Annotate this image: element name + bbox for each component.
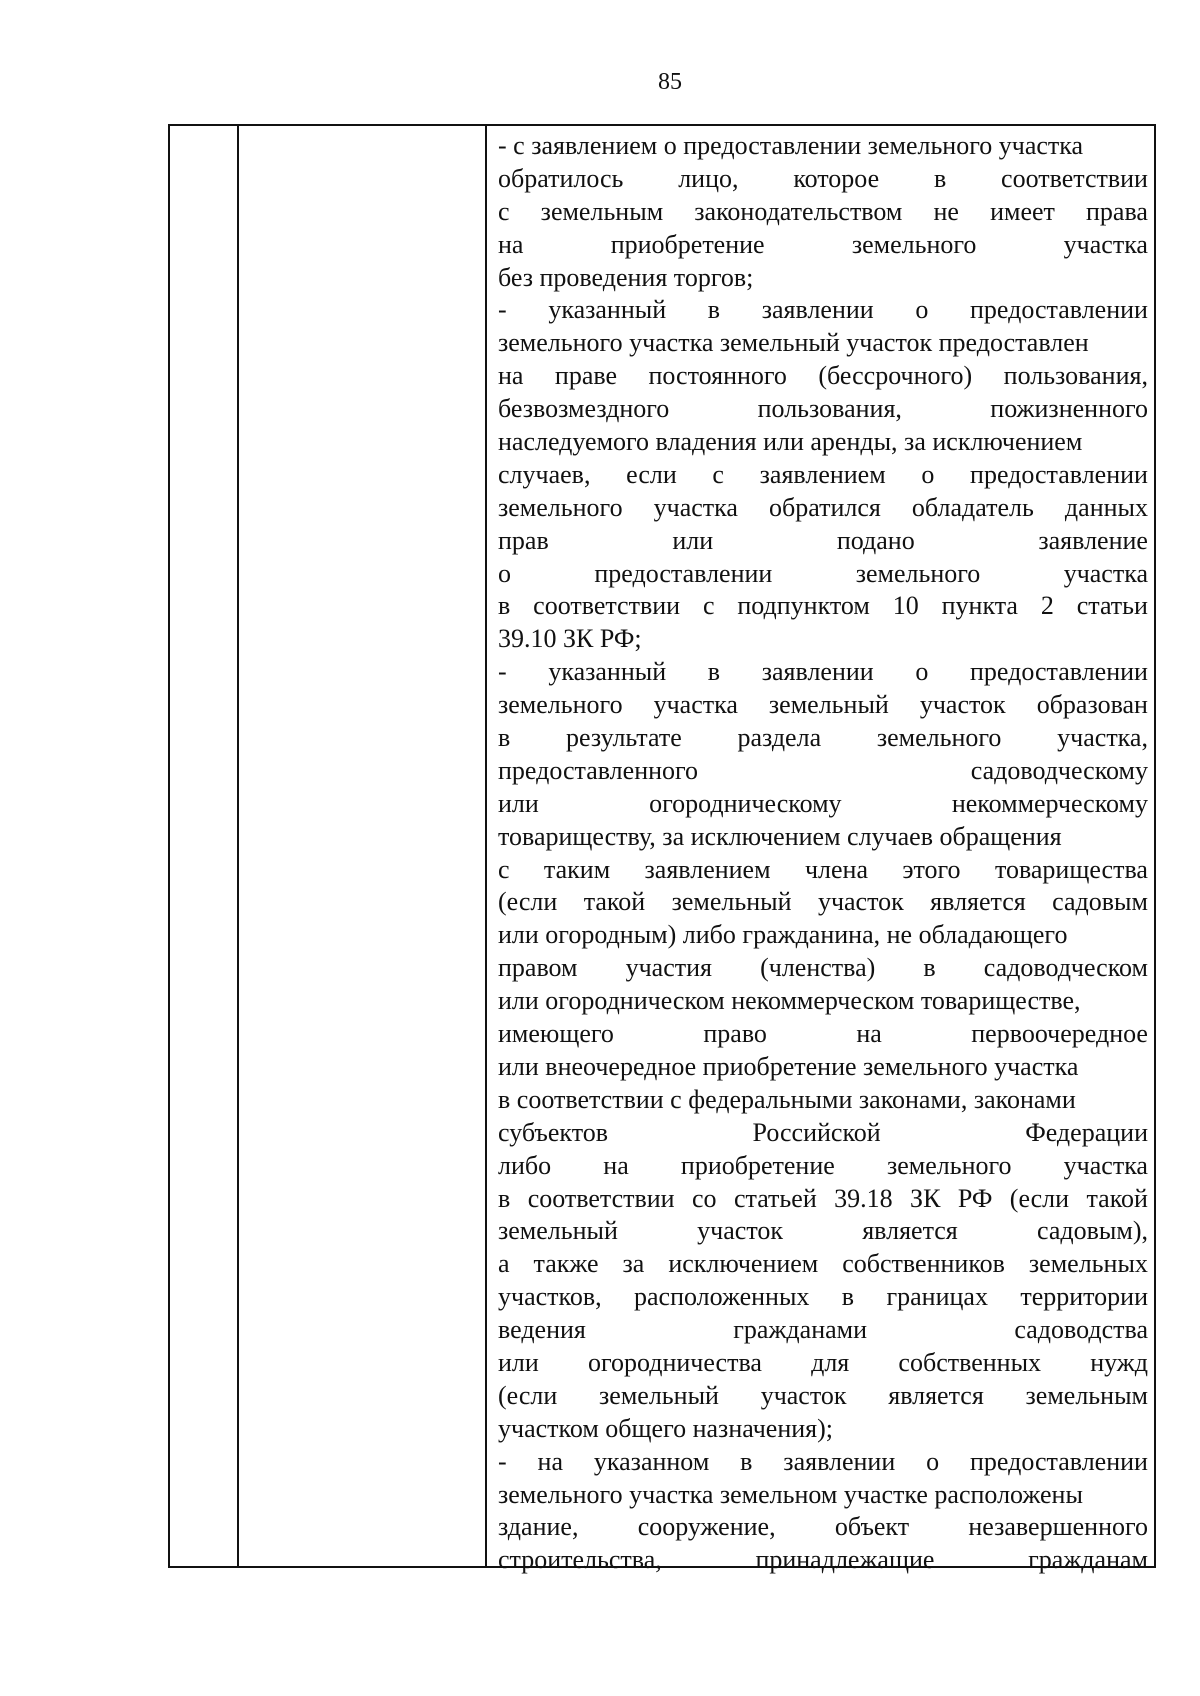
word: если <box>626 459 677 489</box>
word: на <box>856 1019 882 1049</box>
word: садоводства <box>1014 1315 1148 1345</box>
word: субъектов <box>498 1117 609 1147</box>
text-line <box>498 1479 1148 1512</box>
word: с <box>712 459 724 489</box>
word: участка <box>653 492 738 522</box>
text-line <box>498 459 1148 492</box>
text-line <box>498 1314 1148 1347</box>
text-line <box>498 492 1148 525</box>
word: ЗК <box>910 1183 941 1213</box>
word: участок <box>697 1216 783 1246</box>
word: РФ <box>957 1183 993 1213</box>
table-column-divider <box>485 126 487 1566</box>
word: предоставлении <box>970 657 1148 687</box>
word: - с заявлением о предоставлении земельного участка <box>498 131 1084 160</box>
text-line <box>498 1281 1148 1314</box>
text-line <box>498 821 1148 854</box>
word: о <box>926 1446 940 1476</box>
word: о <box>498 558 511 588</box>
word: земельный <box>768 690 889 720</box>
word: объект <box>834 1512 910 1542</box>
word: обратилось <box>498 163 624 193</box>
text-line <box>498 130 1148 163</box>
word: такой <box>1086 1183 1148 1213</box>
word: статьей <box>733 1183 817 1213</box>
word: результате <box>566 723 682 753</box>
word: или <box>498 788 539 818</box>
text-line <box>498 854 1148 887</box>
word: в <box>740 1446 753 1476</box>
word: земельный <box>599 1380 719 1410</box>
word: - <box>498 1446 507 1476</box>
word: первоочередное <box>971 1019 1148 1049</box>
word: праве <box>554 361 618 391</box>
word: или внеочередное приобретение земельного участка <box>498 1051 1079 1081</box>
text-line <box>498 722 1148 755</box>
word: о <box>921 459 935 489</box>
word: незавершенного <box>968 1512 1148 1542</box>
word: земельного участка земельном участке расположены <box>498 1479 1083 1509</box>
word: соответствии <box>533 591 681 621</box>
word: предоставлении <box>594 558 773 588</box>
word: является <box>862 1216 958 1246</box>
word: соответствии <box>1001 163 1148 193</box>
word: со <box>692 1183 717 1213</box>
text-line <box>498 294 1148 327</box>
word: либо <box>498 1150 552 1180</box>
word: нужд <box>1090 1347 1148 1377</box>
text-line <box>498 590 1148 623</box>
word: земельным <box>540 196 664 226</box>
text-line <box>498 229 1148 262</box>
word: земельного <box>851 229 977 259</box>
text-line <box>498 558 1148 591</box>
word: товарищества <box>994 854 1148 884</box>
word: или <box>498 1347 539 1377</box>
text-line <box>498 952 1148 985</box>
word: в <box>707 657 721 687</box>
word: участка, <box>1057 723 1148 753</box>
word: принадлежащие <box>755 1545 935 1575</box>
word: участков, <box>498 1282 602 1312</box>
word: - <box>498 657 507 687</box>
word: о <box>915 657 929 687</box>
word: или огородным) либо гражданина, не обладающего <box>498 920 1068 950</box>
word: огородническому <box>649 788 842 818</box>
word: гражданам <box>1028 1545 1148 1575</box>
word: (членства) <box>760 953 876 983</box>
text-line <box>498 1051 1148 1084</box>
text-line <box>498 1215 1148 1248</box>
word: прав <box>498 525 549 555</box>
word: или огородническом некоммерческом товариществе, <box>498 986 1081 1016</box>
text-line <box>498 985 1148 1018</box>
word: садовым <box>1052 887 1148 917</box>
word: с <box>702 591 715 621</box>
word: участка <box>653 690 738 720</box>
word: на <box>537 1446 564 1476</box>
text-line <box>498 656 1148 689</box>
word: Российской <box>752 1117 881 1147</box>
word: границах <box>886 1282 988 1312</box>
word: не <box>933 196 959 226</box>
word: соответствии <box>527 1183 675 1213</box>
text-line <box>498 327 1148 360</box>
word: пожизненного <box>990 394 1148 424</box>
text-line <box>498 1150 1148 1183</box>
word: земельного <box>855 558 981 588</box>
word: земельный <box>671 887 792 917</box>
word: гражданами <box>733 1315 868 1345</box>
text-line <box>498 393 1148 426</box>
word: собственников <box>842 1249 1005 1279</box>
word: некоммерческому <box>951 788 1148 818</box>
word: расположенных <box>633 1282 810 1312</box>
text-line <box>498 525 1148 558</box>
text-line <box>498 1117 1148 1150</box>
word: участка <box>1063 229 1148 259</box>
word: а <box>498 1249 510 1279</box>
word: указанном <box>593 1446 710 1476</box>
word: собственных <box>898 1347 1042 1377</box>
word: о <box>915 295 929 325</box>
word: пользования, <box>1003 361 1148 391</box>
word: сооружение, <box>637 1512 776 1542</box>
text-line <box>498 1511 1148 1544</box>
word: приобретение <box>610 229 765 259</box>
text-line <box>498 1544 1148 1577</box>
word: земельного <box>498 690 623 720</box>
word: предоставленного <box>498 755 699 785</box>
word: обладатель <box>911 492 1034 522</box>
word: садоводческому <box>970 755 1148 785</box>
word: 2 <box>1040 591 1054 621</box>
word: обратился <box>769 492 881 522</box>
word: (бессрочного) <box>818 361 973 391</box>
word: или <box>672 525 714 555</box>
word: данных <box>1064 492 1148 522</box>
word: (если <box>1009 1183 1070 1213</box>
word: без проведения торгов; <box>498 262 754 292</box>
word: имеющего <box>498 1019 614 1049</box>
word: права <box>1086 196 1148 226</box>
word: участия <box>625 953 712 983</box>
word: указанный <box>548 657 667 687</box>
word: участок <box>760 1380 847 1410</box>
text-line <box>498 1018 1148 1051</box>
word: участком общего назначения); <box>498 1413 834 1443</box>
table-cell-text <box>498 130 1148 1577</box>
word: образован <box>1036 690 1148 720</box>
text-line <box>498 689 1148 722</box>
text-line <box>498 262 1148 295</box>
word: предоставлении <box>970 459 1148 489</box>
word: участка <box>1063 558 1148 588</box>
word: садовым), <box>1037 1216 1148 1246</box>
word: подано <box>836 525 915 555</box>
text-line <box>498 1183 1148 1216</box>
word: земельного <box>498 492 623 522</box>
word: для <box>811 1347 850 1377</box>
word: статьи <box>1076 591 1148 621</box>
word: на <box>498 229 524 259</box>
word: Федерации <box>1025 1117 1148 1147</box>
word: земельным <box>1025 1380 1148 1410</box>
word: предоставлении <box>970 1446 1148 1476</box>
word: которое <box>793 163 880 193</box>
word: имеет <box>990 196 1055 226</box>
word: является <box>930 887 1026 917</box>
word: заявлением <box>644 854 771 884</box>
word: случаев, <box>498 459 591 489</box>
word: раздела <box>737 723 822 753</box>
word: - <box>498 295 507 325</box>
word: законодательством <box>694 196 903 226</box>
word: здание, <box>498 1512 579 1542</box>
word: 10 <box>892 591 919 621</box>
word: земельного участка земельный участок предоставлен <box>498 328 1089 358</box>
word: с <box>498 854 510 884</box>
word: также <box>533 1249 599 1279</box>
word: такой <box>583 887 646 917</box>
word: в <box>498 723 511 753</box>
text-line <box>498 1084 1148 1117</box>
text-line <box>498 886 1148 919</box>
text-line <box>498 196 1148 229</box>
word: 39.18 <box>834 1183 893 1213</box>
word: на <box>603 1150 629 1180</box>
text-line <box>498 426 1148 459</box>
text-line <box>498 1380 1148 1413</box>
word: земельного <box>876 723 1002 753</box>
word: участок <box>919 690 1006 720</box>
word: указанный <box>548 295 667 325</box>
word: в <box>707 295 721 325</box>
word: пункта <box>941 591 1018 621</box>
word: приобретение <box>680 1150 835 1180</box>
word: в <box>498 1183 511 1213</box>
word: земельный <box>498 1216 618 1246</box>
word: пользования, <box>757 394 902 424</box>
word: ведения <box>498 1315 586 1345</box>
text-line <box>498 1446 1148 1479</box>
text-line <box>498 1413 1148 1446</box>
word: исключением <box>668 1249 819 1279</box>
text-line <box>498 755 1148 788</box>
word: земельных <box>1028 1249 1148 1279</box>
table-column-divider <box>237 126 239 1566</box>
word: наследуемого владения или аренды, за исключением <box>498 427 1083 457</box>
word: правом <box>498 953 578 983</box>
word: в <box>841 1282 855 1312</box>
word: является <box>888 1380 984 1410</box>
word: заявлении <box>783 1446 896 1476</box>
word: подпунктом <box>737 591 870 621</box>
word: территории <box>1020 1282 1148 1312</box>
word: в <box>933 163 947 193</box>
text-line <box>498 360 1148 393</box>
word: участок <box>817 887 904 917</box>
text-line <box>498 919 1148 952</box>
word: заявлением <box>759 459 886 489</box>
word: заявление <box>1038 525 1148 555</box>
word: члена <box>804 854 868 884</box>
word: этого <box>902 854 961 884</box>
text-line <box>498 1347 1148 1380</box>
word: постоянного <box>648 361 787 391</box>
word: за <box>622 1249 645 1279</box>
word: в <box>498 591 511 621</box>
word: участка <box>1063 1150 1148 1180</box>
word: садоводческом <box>983 953 1148 983</box>
word: товариществу, за исключением случаев обращения <box>498 821 1062 851</box>
word: лицо, <box>678 163 739 193</box>
word: (если <box>498 887 558 917</box>
word: в соответствии с федеральными законами, законами <box>498 1084 1076 1114</box>
word: на <box>498 361 524 391</box>
word: 39.10 ЗК РФ; <box>498 624 642 654</box>
page-number: 85 <box>658 69 682 95</box>
text-line <box>498 163 1148 196</box>
word: (если <box>498 1380 558 1410</box>
word: земельного <box>886 1150 1012 1180</box>
word: строительства, <box>498 1545 662 1575</box>
word: огородничества <box>587 1347 762 1377</box>
word: предоставлении <box>970 295 1148 325</box>
word: в <box>923 953 936 983</box>
document-table <box>168 124 1156 1575</box>
text-line <box>498 623 1148 656</box>
text-line <box>498 788 1148 821</box>
word: заявлении <box>761 295 874 325</box>
word: заявлении <box>761 657 874 687</box>
text-line <box>498 1248 1148 1281</box>
word: с <box>498 196 510 226</box>
word: безвозмездного <box>498 394 670 424</box>
word: таким <box>543 854 611 884</box>
word: право <box>703 1019 767 1049</box>
